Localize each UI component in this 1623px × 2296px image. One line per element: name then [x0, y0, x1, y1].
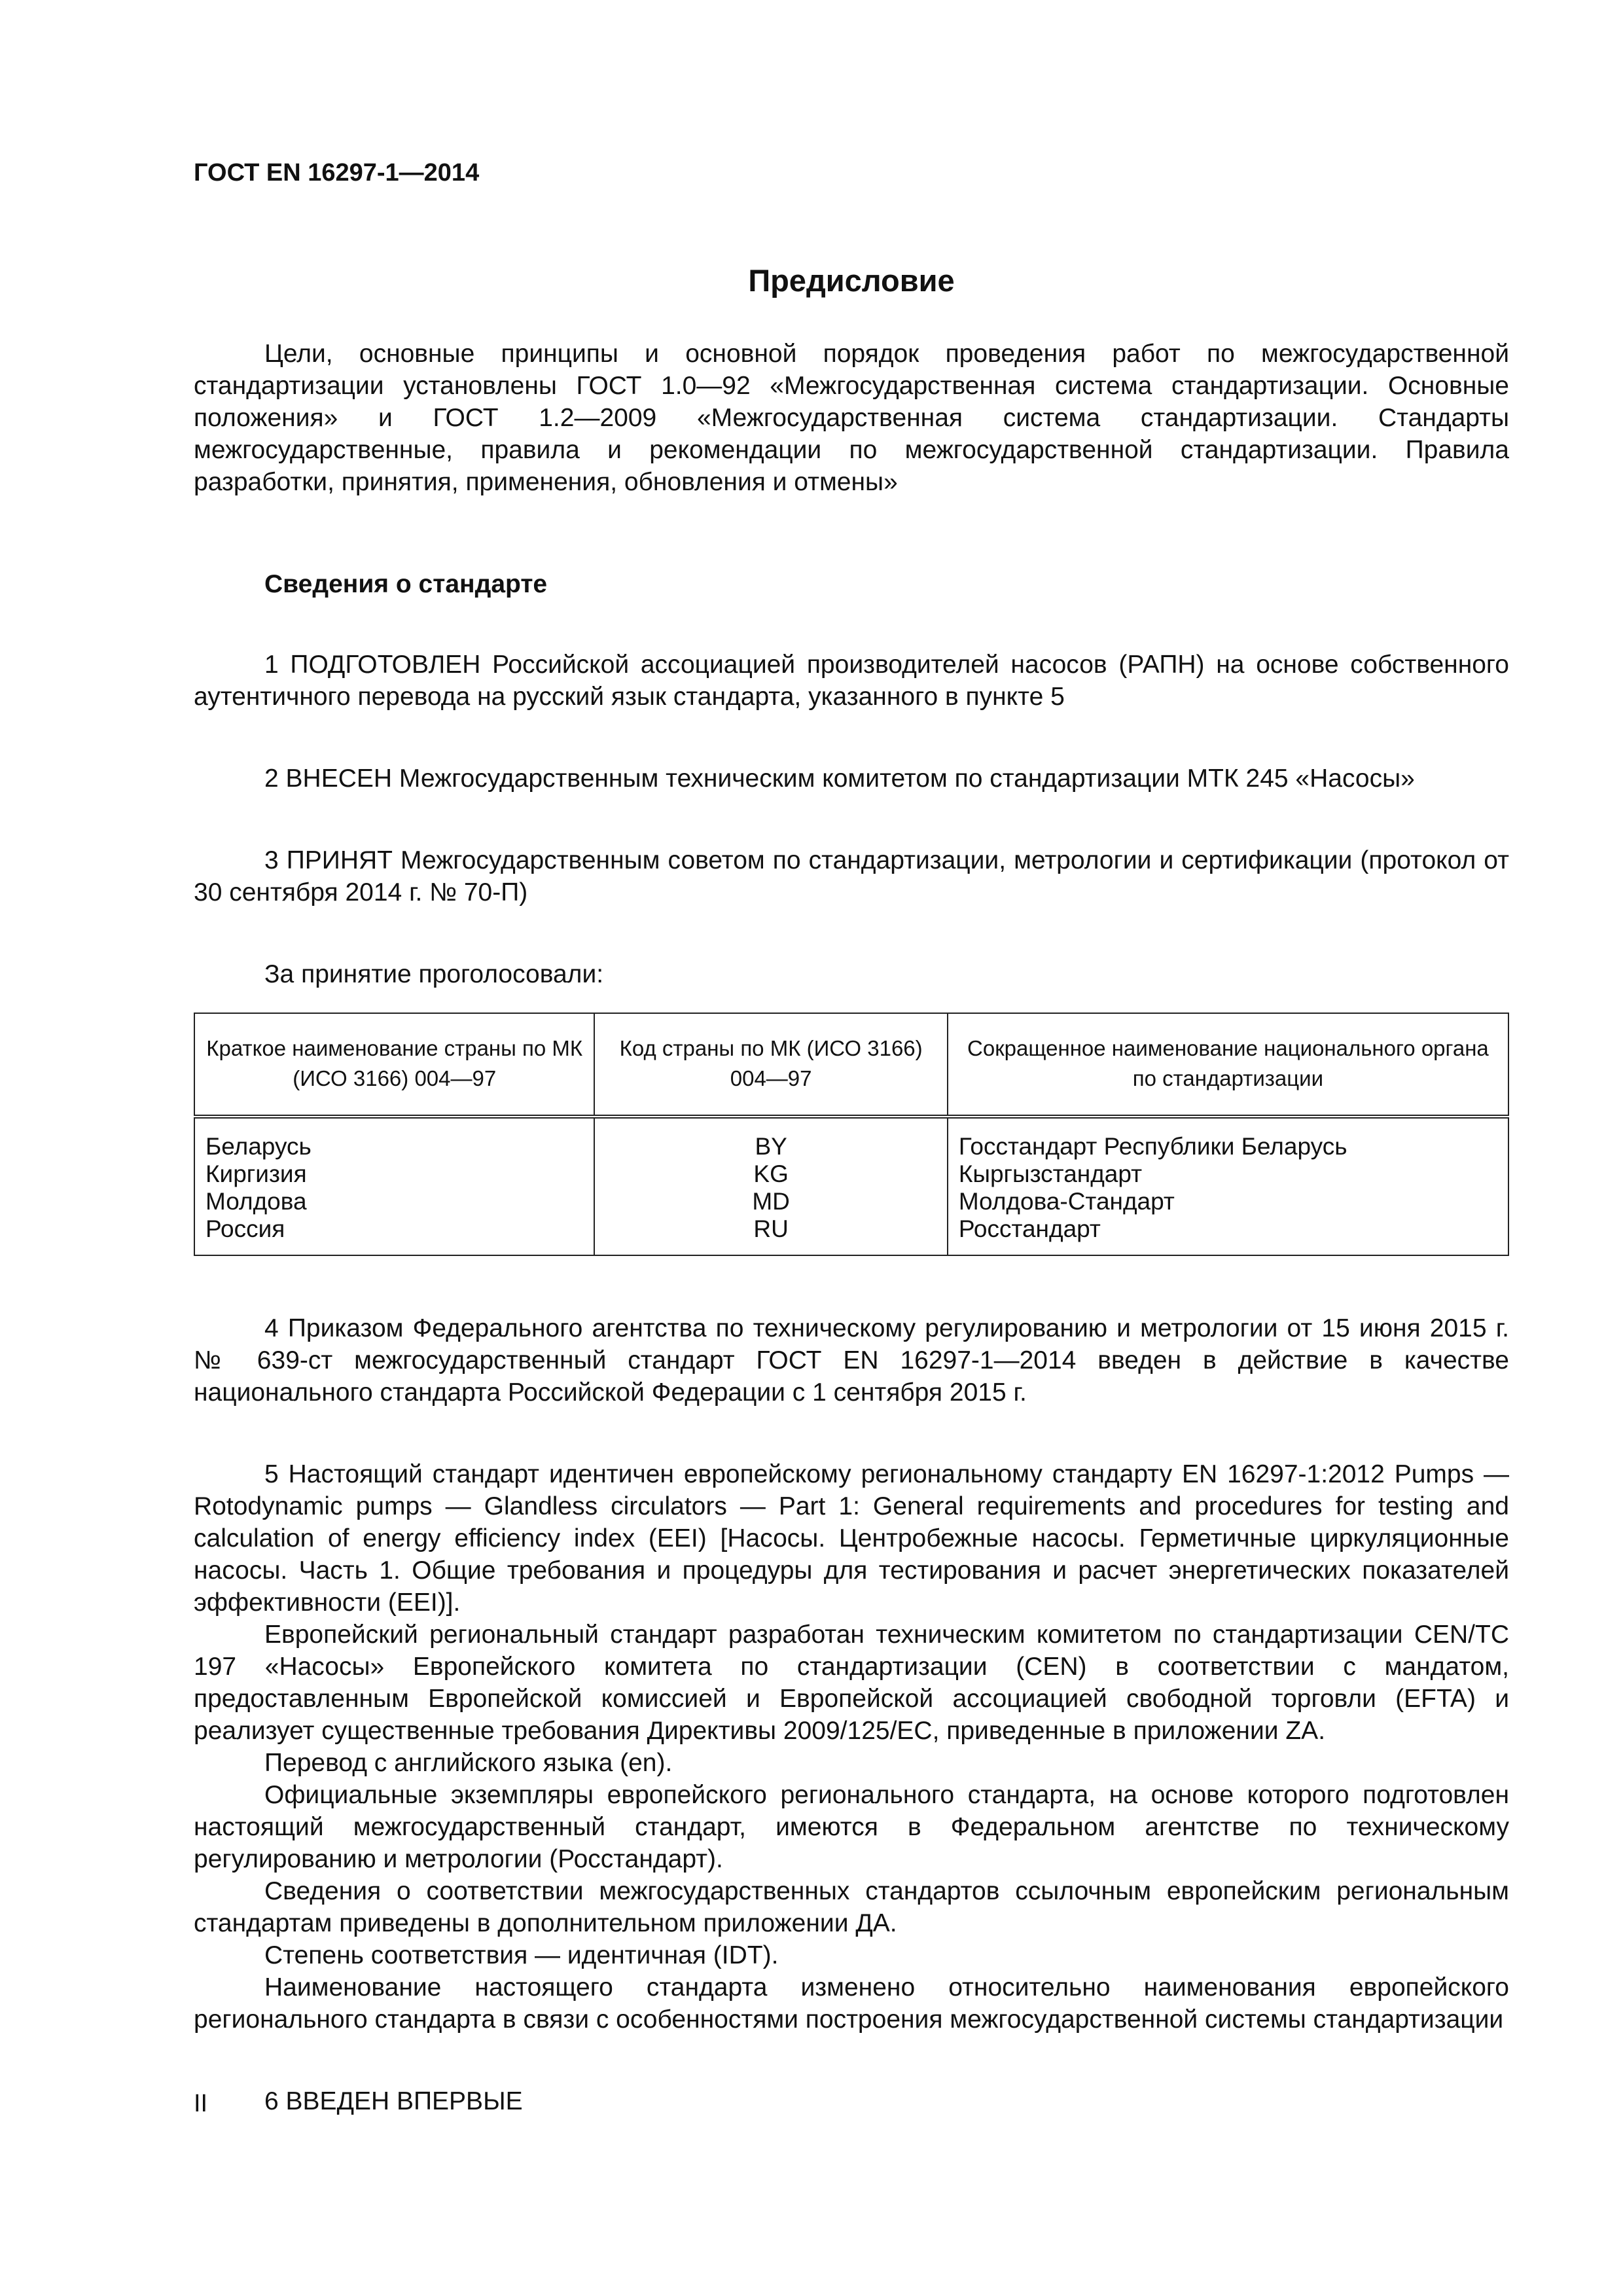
- item-5-paragraph-5: Сведения о соответствии межгосударственных стандартов ссылочным европейским региональным стандартам приведены в дополнительном приложении ДА.: [194, 1877, 1509, 1937]
- item-5-paragraph-3: Перевод с английского языка (en).: [264, 1749, 673, 1777]
- cell-body: Молдова-Стандарт: [948, 1188, 1508, 1215]
- cell-body: Кыргызстандарт: [948, 1160, 1508, 1188]
- item-5-paragraph-7: Наименование настоящего стандарта изменено относительно наименования европейского регионального стандарта в связи с особенностями построения межгосударственной системы стандартизации: [194, 1973, 1509, 2034]
- table-row: [194, 1160, 1508, 1188]
- vote-table: [194, 1013, 1509, 1256]
- document-page: [194, 157, 1509, 2117]
- item-5-paragraph-4: Официальные экземпляры европейского регионального стандарта, на основе которого подготовлен настоящий межгосударственный стандарт, имеются в Федеральном агентстве по техническому регулированию и метрологии (Росстандарт).: [194, 1781, 1509, 1873]
- header-country-code: Код страны по МК (ИСО 3166) 004—97: [594, 1013, 947, 1117]
- header-country-name: Краткое наименование страны по МК (ИСО 3166) 004—97: [194, 1013, 594, 1117]
- page-number: II: [194, 2090, 208, 2117]
- cell-body: Госстандарт Республики Беларусь: [948, 1117, 1508, 1160]
- section-heading: Сведения о стандарте: [264, 570, 548, 598]
- item-5-paragraph-6: Степень соответствия — идентичная (IDT).: [264, 1941, 779, 1969]
- cell-code: KG: [594, 1160, 947, 1188]
- cell-country: Молдова: [194, 1188, 594, 1215]
- cell-code: BY: [594, 1117, 947, 1160]
- intro-paragraph: Цели, основные принципы и основной порядок проведения работ по межгосударственной стандартизации установлены ГОСТ 1.0—92 «Межгосударственная система стандартизации. Основные положения» и ГОСТ 1.2—2009 «Межгосударственная система стандартизации. Стандарты межгосударственные, правила и рекомендации по межгосударственной стандартизации. Правила разработки, принятия, применения, обновления и отмены»: [194, 340, 1509, 496]
- item-1: 1 ПОДГОТОВЛЕН Российской ассоциацией производителей насосов (РАПН) на основе собственного аутентичного перевода на русский язык стандарта, указанного в пункте 5: [194, 651, 1509, 711]
- cell-country: Киргизия: [194, 1160, 594, 1188]
- item-2: 2 ВНЕСЕН Межгосударственным техническим комитетом по стандартизации МТК 245 «Насосы»: [264, 764, 1415, 793]
- table-row: [194, 1215, 1508, 1255]
- cell-body: Росстандарт: [948, 1215, 1508, 1255]
- cell-country: Россия: [194, 1215, 594, 1255]
- cell-country: Беларусь: [194, 1117, 594, 1160]
- cell-code: RU: [594, 1215, 947, 1255]
- vote-table-header-row: [194, 1013, 1508, 1117]
- table-row: [194, 1188, 1508, 1215]
- header-national-body: Сокращенное наименование национального органа по стандартизации: [948, 1013, 1508, 1117]
- table-row: [194, 1117, 1508, 1160]
- page-title: Предисловие: [748, 263, 955, 298]
- document-code: ГОСТ EN 16297-1—2014: [194, 159, 480, 187]
- item-5-paragraph-1: 5 Настоящий стандарт идентичен европейскому региональному стандарту EN 16297-1:2012 Pumps — Rotodynamic pumps — Glandless circulators — Part 1: General requirements and procedures for testing and calculation of energy efficiency index (EEI) [Насосы. Центробежные насосы. Герметичные циркуляционные насосы. Часть 1. Общие требования и процедуры для тестирования и расчет энергетических показателей эффективности (EEI)].: [194, 1460, 1509, 1617]
- item-4: 4 Приказом Федерального агентства по техническому регулированию и метрологии от 15 июня 2015 г. № 639-ст межгосударственный стандарт ГОСТ EN 16297-1—2014 введен в действие в качестве национального стандарта Российской Федерации с 1 сентября 2015 г.: [194, 1314, 1509, 1407]
- voted-label: За принятие проголосовали:: [264, 960, 604, 988]
- item-3: 3 ПРИНЯТ Межгосударственным советом по стандартизации, метрологии и сертификации (протокол от 30 сентября 2014 г. № 70-П): [194, 846, 1509, 906]
- cell-code: MD: [594, 1188, 947, 1215]
- item-6: 6 ВВЕДЕН ВПЕРВЫЕ: [264, 2087, 523, 2115]
- item-5-paragraph-2: Европейский региональный стандарт разработан техническим комитетом по стандартизации CEN/TC 197 «Насосы» Европейского комитета по стандартизации (CEN) в соответствии с мандатом, предоставленным Европейской комиссией и Европейской ассоциацией свободной торговли (EFTA) и реализует существенные требования Директивы 2009/125/EC, приведенные в приложении ZA.: [194, 1621, 1509, 1745]
